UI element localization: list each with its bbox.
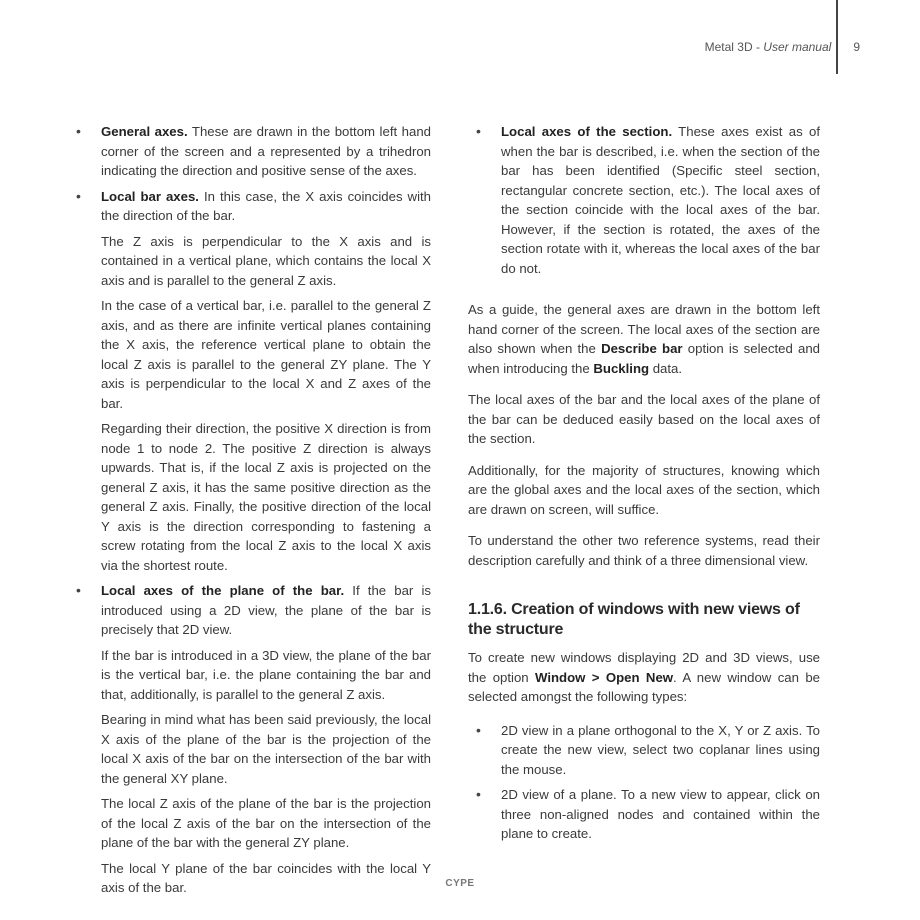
paragraph: The local Z axis of the plane of the bar is the projection of the local Z axis of the bar on the intersection of the plane of the bar with the general ZY plane. (101, 796, 431, 850)
paragraph: The local axes of the bar and the local axes of the plane of the bar can be deduced easily based on the local axes of the section. (468, 392, 820, 446)
bullet-lead: Local axes of the section. (501, 124, 673, 139)
bullet-lead: Local axes of the plane of the bar. (101, 583, 345, 598)
bullet-text: These are drawn in the bottom left hand corner of the screen and a represented by a trihedron indicating the direction and positive sense of the axes. (101, 124, 432, 178)
list-item: • 2D view of a plane. To a new view to appear, click on three non-aligned nodes and contained within the plane to create. (468, 785, 820, 844)
bullet-local-bar-axes (68, 187, 431, 226)
paragraph: As a guide, the general axes are drawn in the bottom left hand corner of the screen. The local axes of the section are also shown when the Describe bar option is selected and when introducing the Buckling data. (468, 302, 821, 376)
paragraph: Regarding their direction, the positive X direction is from node 1 to node 2. The positive Z direction is always upwards. That is, if the local Z axis is projected on the general Z axis, it has the same positive direction as the general Z axis. Finally, the positive direction of the local Y axis is the direction corresponding to fastening a screw rotating from the local Z axis to the local X axis via the shortest route. (101, 421, 431, 573)
manual-title: Metal 3D - User manual (704, 40, 832, 54)
page-number: 9 (853, 40, 860, 54)
paragraph: The Z axis is perpendicular to the X axis and is contained in a vertical plane, which contains the local X axis and is parallel to the general Z axis. (101, 233, 431, 288)
paragraph: To create new windows displaying 2D and 3D views, use the option Window > Open New. A new window can be selected amongst the following types: (468, 650, 820, 704)
paragraph: If the bar is introduced in a 3D view, the plane of the bar is the vertical bar, i.e. the plane containing the bar and that, additionally, is parallel to the general Z axis. (101, 647, 431, 702)
page-header (705, 40, 860, 54)
bullet-text: If the bar is introduced using a 2D view, the plane of the bar is precisely that 2D view. (101, 583, 431, 637)
bullet-lead: General axes. (101, 124, 188, 139)
header-divider (836, 0, 838, 74)
paragraph: To understand the other two reference systems, read their description carefully and think of a three dimensional view. (468, 533, 820, 568)
footer-brand: CYPE (445, 878, 475, 889)
paragraph: Additionally, for the majority of structures, knowing which are the global axes and the local axes of the section, which are drawn on screen, will suffice. (468, 462, 820, 517)
section-heading: 1.1.6. Creation of windows with new views of the structure (468, 601, 800, 638)
bullet-text: In this case, the X axis coincides with the direction of the bar. (101, 188, 431, 223)
bullet-lead: Local bar axes. (101, 188, 199, 204)
window-open-new-command: Window > Open New (535, 669, 674, 685)
bullet-general-axes (68, 122, 431, 181)
list-item: • 2D view in a plane orthogonal to the X, Y or Z axis. To create the new view, select two coplanar lines using the mouse. (468, 721, 820, 780)
bullet-section-axes (468, 122, 820, 278)
bullet-plane-axes (68, 581, 431, 640)
paragraph: In the case of a vertical bar, i.e. parallel to the general Z axis, and as there are infinite vertical planes containing the X axis, the reference vertical plane to obtain the local Z axis is parallel to the general ZY plane. The Y axis is perpendicular to the local X and Z axes of the bar. (101, 298, 431, 411)
bullet-text: These axes exist as of when the bar is described, i.e. when the section of the bar has been identified (Specific steel section, rectangular concrete section, etc.). The local axes of the section coincide with the local axes of the bar. However, if the section is rotated, the axes of the section rotate with it, whereas the local axes of the bar do not. (501, 124, 820, 276)
buckling-option: Buckling (593, 360, 650, 376)
manual-title-italic: User manual (763, 40, 832, 54)
left-column (68, 122, 431, 904)
paragraph: Bearing in mind what has been said previously, the local X axis of the plane of the bar is the projection of the local X axis of the bar on the intersection of the bar with the general XY plane. (101, 712, 431, 786)
describe-bar-option: Describe bar (601, 341, 683, 356)
paragraph: The local Y plane of the bar coincides with the local Y axis of the bar. (101, 860, 431, 895)
right-column (468, 122, 820, 850)
